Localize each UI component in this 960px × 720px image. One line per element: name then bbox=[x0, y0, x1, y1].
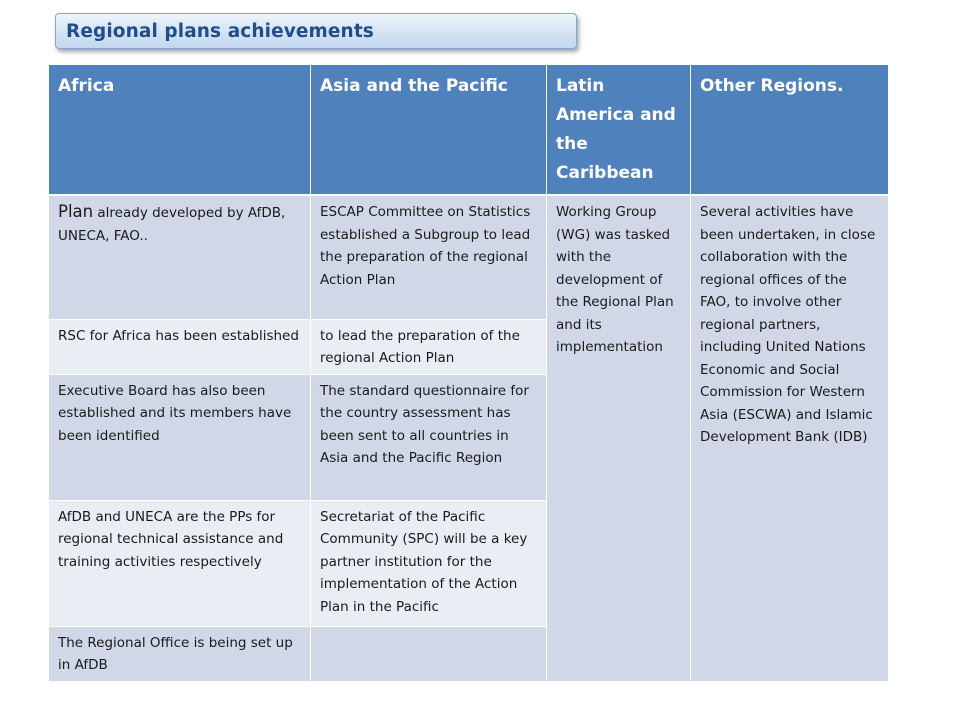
column-header-asia-pacific: Asia and the Pacific bbox=[311, 65, 547, 196]
africa-cell-rest: already developed by AfDB, UNECA, FAO.. bbox=[58, 205, 286, 244]
asia-pacific-cell-empty bbox=[311, 626, 547, 681]
latin-america-cell: Working Group (WG) was tasked with the development of the Regional Plan and its implementation bbox=[547, 195, 691, 681]
africa-cell-lead: Plan bbox=[58, 202, 94, 221]
asia-pacific-cell: The standard questionnaire for the country assessment has been sent to all countries in Asia and the Pacific Region bbox=[311, 374, 547, 500]
other-regions-cell: Several activities have been undertaken, in close collaboration with the regional offices of the FAO, to involve other regional partners, including United Nations Economic and Social Commission for Western Asia (ESCWA) and Islamic Development Bank (IDB) bbox=[691, 195, 889, 681]
africa-cell: RSC for Africa has been established bbox=[49, 319, 311, 374]
column-header-africa: Africa bbox=[49, 65, 311, 196]
asia-pacific-cell: to lead the preparation of the regional Action Plan bbox=[311, 319, 547, 374]
africa-cell: AfDB and UNECA are the PPs for regional technical assistance and training activities respectively bbox=[49, 500, 311, 626]
table-header-row bbox=[49, 65, 889, 196]
africa-cell bbox=[49, 195, 311, 319]
column-header-latin-america: Latin America and the Caribbean bbox=[547, 65, 691, 196]
table-row bbox=[49, 195, 889, 319]
asia-pacific-cell: Secretariat of the Pacific Community (SPC) will be a key partner institution for the implementation of the Action Plan in the Pacific bbox=[311, 500, 547, 626]
regional-plans-table bbox=[48, 64, 889, 682]
column-header-other-regions: Other Regions. bbox=[691, 65, 889, 196]
africa-cell: The Regional Office is being set up in AfDB bbox=[49, 626, 311, 681]
africa-cell: Executive Board has also been established and its members have been identified bbox=[49, 374, 311, 500]
asia-pacific-cell: ESCAP Committee on Statistics established a Subgroup to lead the preparation of the regional Action Plan bbox=[311, 195, 547, 319]
page-title: Regional plans achievements bbox=[66, 20, 374, 42]
title-box bbox=[55, 13, 577, 49]
